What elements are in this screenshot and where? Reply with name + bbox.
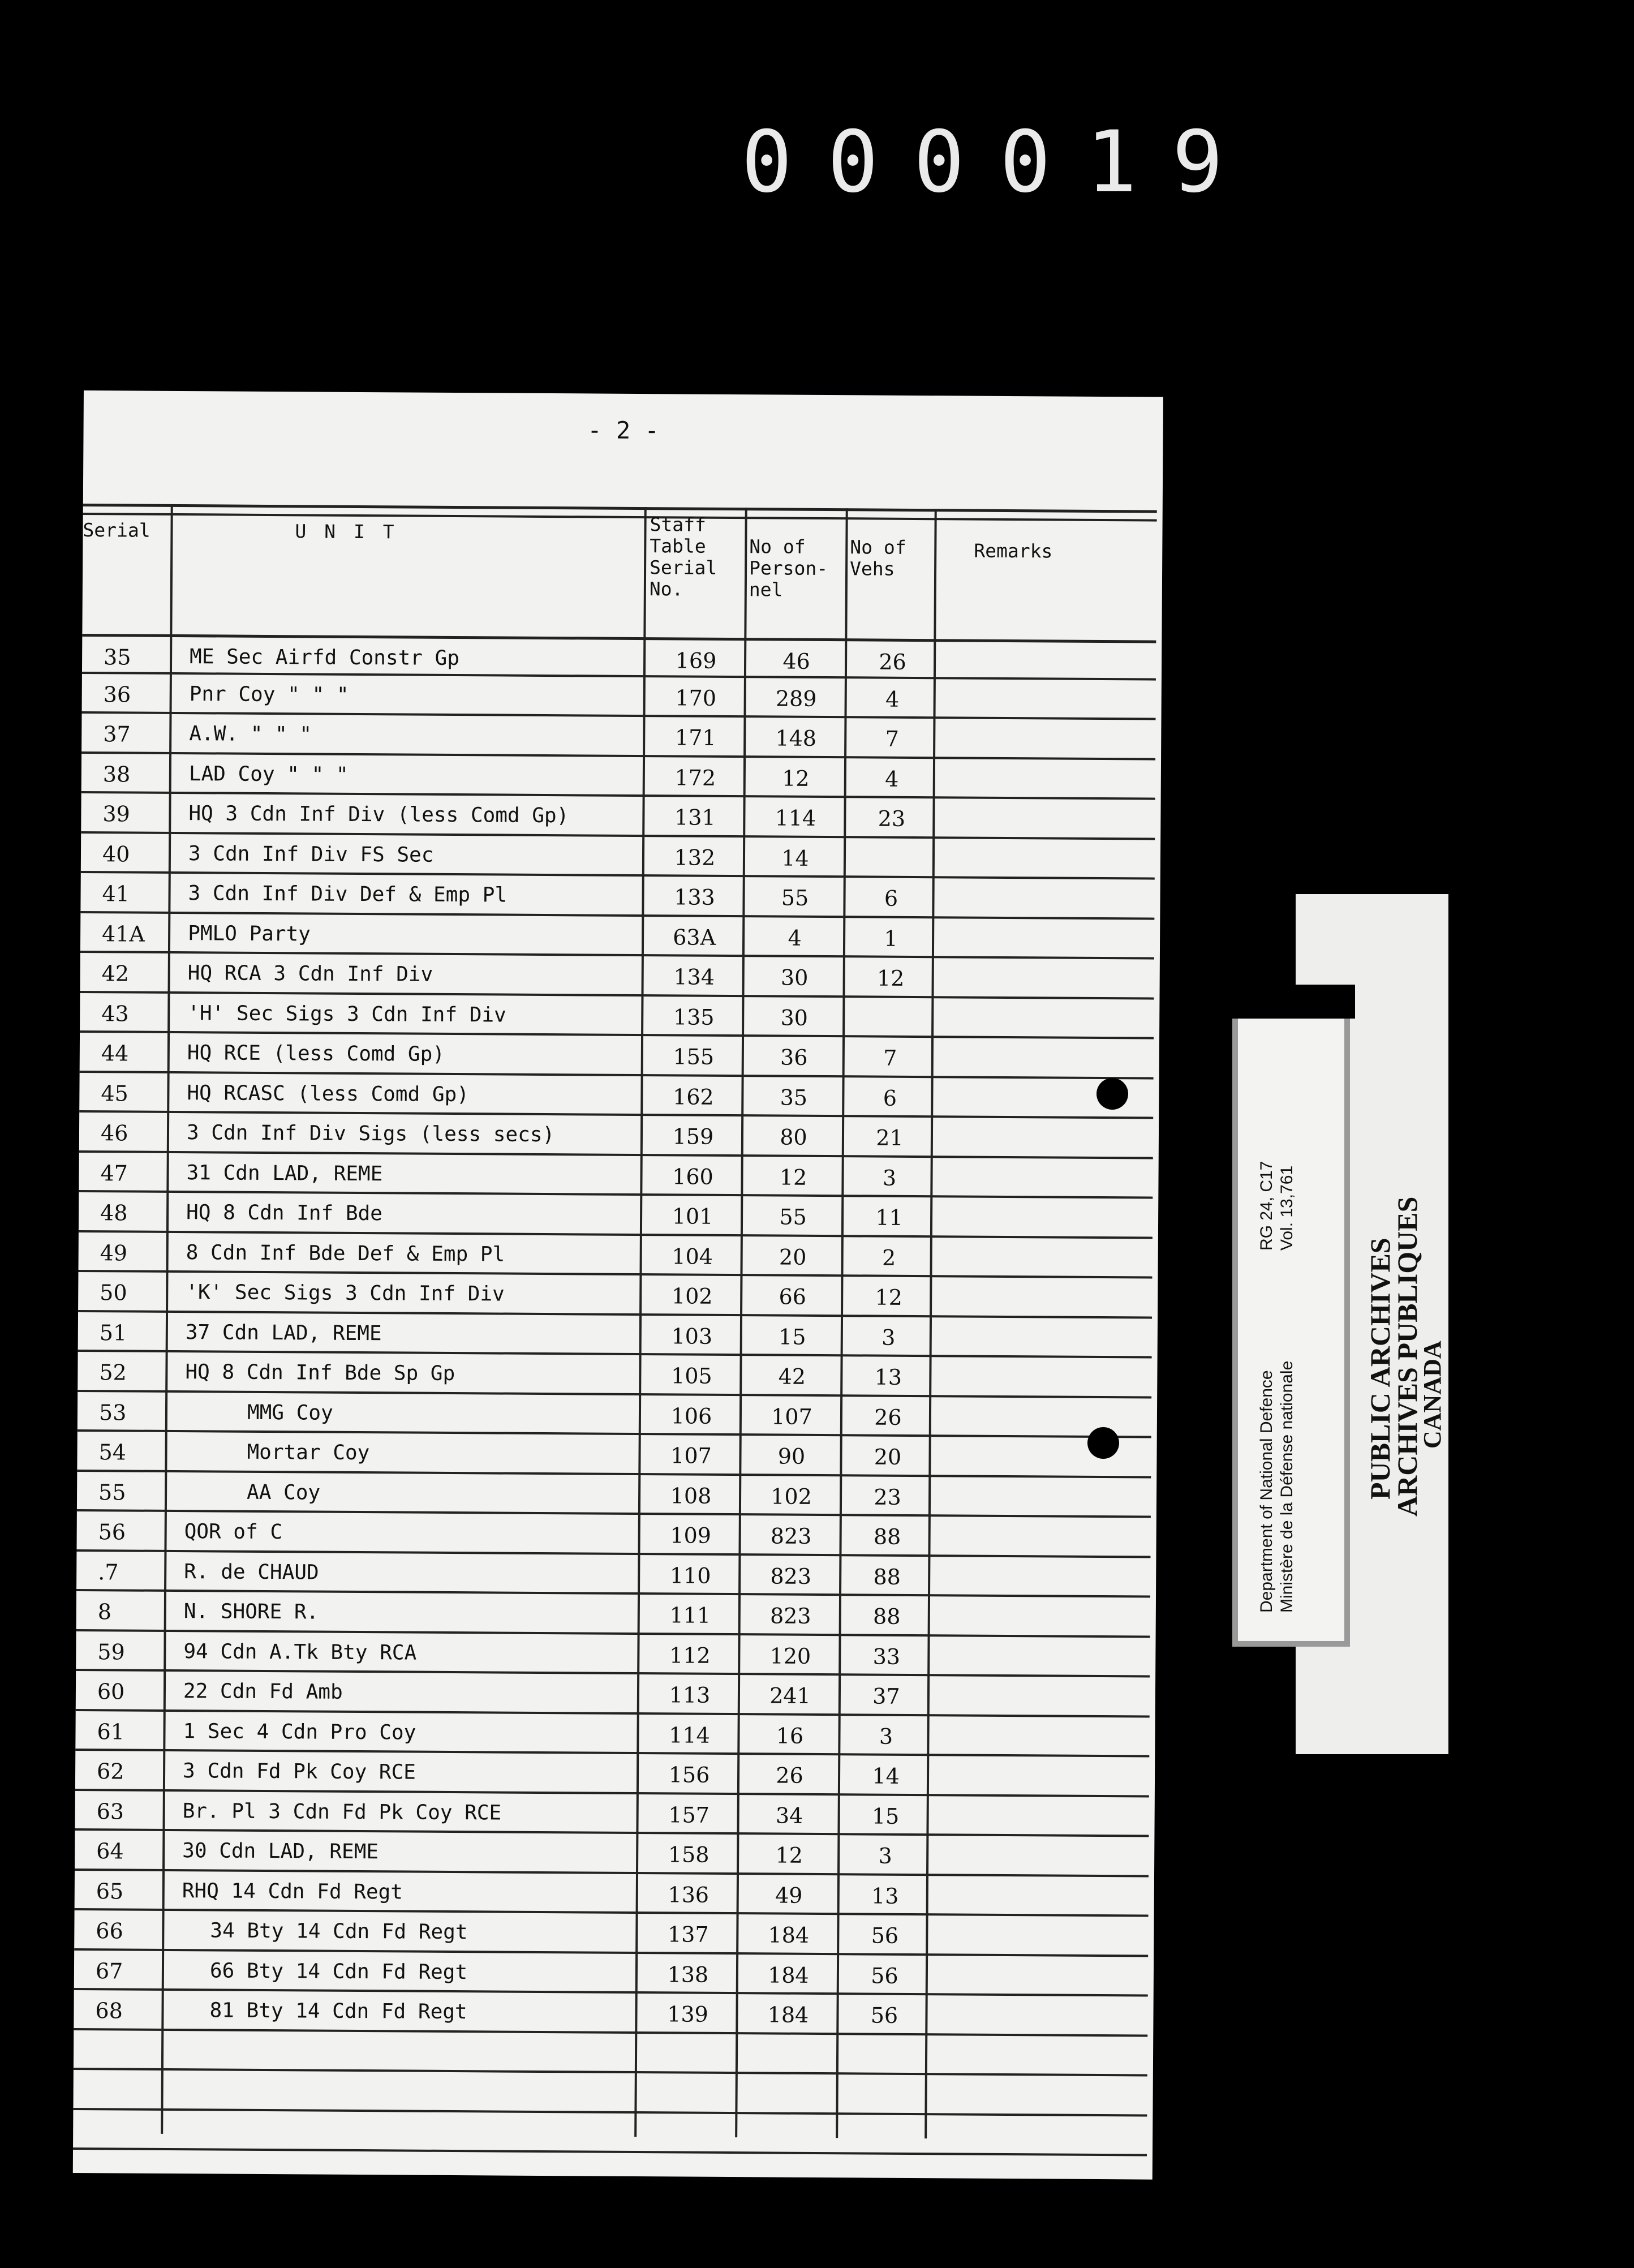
row-personnel: 114 xyxy=(775,805,816,831)
row-serial: 45 xyxy=(101,1080,128,1106)
blank-row xyxy=(74,2030,1147,2076)
header-serial: Serial xyxy=(83,518,150,542)
row-vehicles: 6 xyxy=(883,1085,897,1111)
row-staff-table-serial: 114 xyxy=(669,1722,710,1748)
row-unit: A.W. " " " xyxy=(189,722,312,746)
row-serial: .7 xyxy=(98,1559,119,1584)
row-staff-table-serial: 101 xyxy=(672,1204,713,1229)
row-serial: 59 xyxy=(97,1639,125,1664)
row-unit: 81 Bty 14 Cdn Fd Regt xyxy=(209,1999,467,2024)
table-row xyxy=(76,1591,1150,1638)
row-personnel: 289 xyxy=(775,685,817,711)
row-staff-table-serial: 132 xyxy=(674,844,716,870)
row-staff-table-serial: 133 xyxy=(674,884,715,910)
row-unit: 22 Cdn Fd Amb xyxy=(183,1679,343,1704)
row-personnel: 90 xyxy=(777,1444,806,1469)
row-personnel: 80 xyxy=(780,1124,807,1150)
row-unit: HQ 3 Cdn Inf Div (less Comd Gp) xyxy=(188,802,569,828)
row-serial: 35 xyxy=(103,645,131,670)
document-sheet xyxy=(73,390,1163,2180)
table-row xyxy=(78,1232,1152,1278)
row-unit: RHQ 14 Cdn Fd Regt xyxy=(182,1879,403,1904)
row-unit: MMG Coy xyxy=(247,1401,333,1425)
row-vehicles: 3 xyxy=(882,1325,896,1350)
row-personnel: 241 xyxy=(769,1683,811,1708)
row-vehicles: 56 xyxy=(871,1963,898,1988)
row-vehicles: 3 xyxy=(878,1843,892,1868)
row-staff-table-serial: 103 xyxy=(671,1323,713,1349)
table-row xyxy=(75,1870,1149,1917)
page-number: - 2 - xyxy=(587,416,659,445)
row-staff-table-serial: 111 xyxy=(669,1603,711,1628)
row-unit: 3 Cdn Inf Div Def & Emp Pl xyxy=(188,882,508,907)
label-public-archives: PUBLIC ARCHIVES xyxy=(1364,1238,1396,1500)
row-unit: 'K' Sec Sigs 3 Cdn Inf Div xyxy=(186,1281,505,1306)
row-serial: 41 xyxy=(102,881,130,907)
row-vehicles: 12 xyxy=(875,1285,903,1310)
table-row xyxy=(79,1112,1153,1159)
table-row xyxy=(74,1910,1148,1957)
table-body xyxy=(73,634,1156,2157)
label-canada: CANADA xyxy=(1418,1341,1446,1449)
row-vehicles: 88 xyxy=(873,1524,901,1549)
table-row xyxy=(78,1312,1152,1358)
row-personnel: 12 xyxy=(782,766,810,791)
row-unit: HQ RCASC (less Comd Gp) xyxy=(187,1081,470,1106)
row-staff-table-serial: 172 xyxy=(674,764,716,791)
row-personnel: 42 xyxy=(778,1364,806,1389)
table-row xyxy=(75,1711,1149,1757)
row-vehicles: 15 xyxy=(871,1803,900,1829)
row-staff-table-serial: 137 xyxy=(667,1922,709,1947)
row-staff-table-serial: 106 xyxy=(670,1403,712,1429)
table-row xyxy=(80,993,1154,1039)
table-row xyxy=(76,1671,1150,1717)
row-staff-table-serial: 155 xyxy=(673,1044,715,1069)
label-vol: Vol. 13,761 xyxy=(1278,1165,1296,1251)
table-row xyxy=(75,1790,1149,1837)
table-row xyxy=(79,1192,1153,1239)
table-row xyxy=(80,1033,1154,1079)
row-personnel: 120 xyxy=(769,1643,811,1669)
row-serial: 55 xyxy=(98,1479,126,1505)
row-staff-table-serial: 170 xyxy=(675,685,717,711)
row-staff-table-serial: 157 xyxy=(668,1802,710,1828)
row-personnel: 36 xyxy=(780,1045,808,1070)
row-serial: 65 xyxy=(96,1878,124,1904)
row-personnel: 102 xyxy=(771,1483,812,1509)
table-row xyxy=(82,673,1156,720)
row-vehicles xyxy=(850,846,932,847)
row-staff-table-serial: 162 xyxy=(672,1084,714,1110)
row-vehicles: 26 xyxy=(879,649,906,675)
row-staff-table-serial: 131 xyxy=(674,805,716,830)
row-personnel: 12 xyxy=(779,1165,807,1190)
row-vehicles: 3 xyxy=(879,1724,893,1749)
table-row xyxy=(81,833,1155,879)
row-staff-table-serial: 102 xyxy=(671,1283,713,1309)
row-personnel: 66 xyxy=(779,1284,807,1309)
row-vehicles: 20 xyxy=(874,1444,902,1470)
row-staff-table-serial: 139 xyxy=(667,2001,708,2027)
row-unit: Br. Pl 3 Cdn Fd Pk Coy RCE xyxy=(182,1799,502,1825)
row-staff-table-serial: 107 xyxy=(670,1443,712,1468)
header-personnel: No of Person- nel xyxy=(749,535,828,601)
row-vehicles: 88 xyxy=(873,1564,901,1590)
row-serial: 47 xyxy=(100,1160,128,1186)
header-unit: U N I T xyxy=(295,520,398,543)
row-personnel: 20 xyxy=(779,1244,807,1270)
row-unit: Mortar Coy xyxy=(247,1440,370,1465)
row-serial: 62 xyxy=(96,1759,124,1784)
row-serial: 36 xyxy=(103,681,131,707)
row-personnel: 12 xyxy=(775,1842,803,1868)
row-vehicles: 23 xyxy=(878,806,906,831)
row-staff-table-serial: 112 xyxy=(669,1642,711,1668)
row-personnel: 34 xyxy=(775,1803,803,1828)
row-unit: HQ RCE (less Comd Gp) xyxy=(187,1041,445,1066)
row-staff-table-serial: 136 xyxy=(668,1882,710,1908)
row-personnel: 184 xyxy=(768,1922,810,1948)
table-row xyxy=(80,913,1154,959)
table-row xyxy=(74,1990,1147,2037)
row-personnel: 184 xyxy=(768,1962,809,1988)
row-staff-table-serial: 156 xyxy=(668,1762,710,1788)
row-staff-table-serial: 134 xyxy=(673,964,715,990)
row-staff-table-serial: 135 xyxy=(673,1004,715,1030)
row-unit: AA Coy xyxy=(246,1480,321,1505)
label-dept-fr: Ministère de la Défense nationale xyxy=(1278,1360,1296,1613)
row-personnel: 46 xyxy=(782,648,810,674)
table-row xyxy=(82,634,1156,680)
table-row xyxy=(80,873,1154,920)
row-serial: 64 xyxy=(96,1839,124,1864)
row-unit: 34 Bty 14 Cdn Fd Regt xyxy=(210,1919,468,1944)
row-personnel: 49 xyxy=(775,1883,803,1908)
row-staff-table-serial: 108 xyxy=(670,1483,712,1509)
row-serial: 41A xyxy=(102,921,145,947)
table-row xyxy=(77,1432,1151,1478)
row-serial: 37 xyxy=(103,721,131,747)
row-serial: 42 xyxy=(101,961,130,986)
row-serial: 49 xyxy=(100,1240,128,1265)
row-staff-table-serial: 160 xyxy=(672,1163,713,1189)
table-row xyxy=(76,1511,1150,1558)
row-staff-table-serial: 138 xyxy=(667,1961,709,1987)
row-vehicles: 12 xyxy=(876,965,905,991)
row-personnel: 823 xyxy=(770,1523,812,1549)
row-staff-table-serial: 169 xyxy=(675,648,717,673)
row-serial: 63 xyxy=(96,1798,124,1824)
row-unit: HQ 8 Cdn Inf Bde Sp Gp xyxy=(185,1360,455,1386)
table-row xyxy=(79,1152,1153,1199)
table-row xyxy=(78,1391,1151,1438)
row-vehicles: 56 xyxy=(870,2003,898,2028)
punch-hole xyxy=(1087,1427,1119,1459)
row-vehicles: 6 xyxy=(884,886,898,911)
row-unit: 3 Cdn Fd Pk Coy RCE xyxy=(182,1759,416,1784)
table-row xyxy=(75,1831,1149,1877)
row-vehicles: 21 xyxy=(876,1125,904,1150)
row-personnel: 35 xyxy=(780,1085,808,1110)
row-staff-table-serial: 104 xyxy=(672,1243,713,1269)
row-personnel: 823 xyxy=(769,1603,811,1629)
row-staff-table-serial: 158 xyxy=(668,1842,710,1867)
row-staff-table-serial: 109 xyxy=(670,1523,712,1548)
row-unit: ME Sec Airfd Constr Gp xyxy=(190,645,460,671)
row-unit: 31 Cdn LAD, REME xyxy=(186,1161,383,1185)
row-vehicles: 3 xyxy=(882,1165,897,1191)
table-row xyxy=(81,753,1155,800)
row-serial: 39 xyxy=(102,801,130,827)
header-staff-table: Staff Table Serial No. xyxy=(649,513,717,600)
row-serial: 50 xyxy=(100,1280,127,1305)
row-serial: 66 xyxy=(96,1918,123,1944)
row-vehicles: 14 xyxy=(872,1763,900,1789)
row-personnel: 55 xyxy=(779,1204,807,1230)
row-vehicles: 26 xyxy=(874,1404,902,1430)
row-serial: 40 xyxy=(102,841,130,867)
row-personnel: 107 xyxy=(771,1403,812,1429)
row-serial: 46 xyxy=(100,1120,128,1146)
row-staff-table-serial: 113 xyxy=(669,1682,711,1708)
row-staff-table-serial: 110 xyxy=(669,1562,711,1588)
table-row xyxy=(78,1352,1151,1398)
row-unit: 94 Cdn A.Tk Bty RCA xyxy=(183,1639,417,1665)
row-vehicles: 2 xyxy=(882,1245,896,1270)
row-unit: PMLO Party xyxy=(188,921,311,946)
header-vehicles: No of Vehs xyxy=(849,536,906,580)
row-serial: 38 xyxy=(102,761,131,787)
row-personnel: 823 xyxy=(770,1563,812,1589)
row-vehicles: 7 xyxy=(883,1045,897,1071)
blank-row xyxy=(73,2070,1147,2116)
row-unit: 3 Cdn Inf Div FS Sec xyxy=(188,841,434,867)
row-serial: 56 xyxy=(98,1519,126,1545)
row-unit: 8 Cdn Inf Bde Def & Emp Pl xyxy=(186,1240,505,1266)
row-unit: 3 Cdn Inf Div Sigs (less secs) xyxy=(186,1121,555,1147)
table-row xyxy=(74,1950,1148,1996)
row-unit: 37 Cdn LAD, REME xyxy=(185,1320,382,1345)
row-unit: LAD Coy " " " xyxy=(188,762,349,787)
row-personnel: 15 xyxy=(778,1324,806,1350)
row-vehicles: 88 xyxy=(872,1604,901,1629)
row-vehicles: 4 xyxy=(885,686,900,712)
row-staff-table-serial: 171 xyxy=(674,725,716,750)
row-serial: 60 xyxy=(97,1679,125,1704)
row-serial: 68 xyxy=(95,1998,123,2024)
row-vehicles: 33 xyxy=(872,1644,901,1669)
row-personnel: 26 xyxy=(776,1763,803,1788)
row-vehicles: 4 xyxy=(885,766,899,792)
table-row xyxy=(80,953,1154,999)
row-vehicles: 56 xyxy=(871,1923,899,1948)
row-vehicles: 23 xyxy=(874,1484,901,1510)
row-serial: 43 xyxy=(101,1000,129,1026)
row-serial: 51 xyxy=(99,1320,127,1345)
table-row xyxy=(75,1751,1149,1797)
row-unit: Pnr Coy " " " xyxy=(189,682,349,707)
table-row xyxy=(77,1471,1151,1518)
row-serial: 48 xyxy=(100,1200,128,1226)
frame-number: 000019 xyxy=(741,113,1258,212)
row-unit: N. SHORE R. xyxy=(183,1600,319,1624)
row-personnel: 148 xyxy=(775,725,817,751)
label-dept-en: Department of National Defence xyxy=(1257,1370,1276,1613)
row-personnel: 4 xyxy=(788,925,802,951)
table-row xyxy=(81,793,1155,840)
table-row xyxy=(76,1551,1150,1597)
blank-row xyxy=(73,2110,1147,2156)
row-serial: 53 xyxy=(98,1399,127,1425)
row-unit: 1 Sec 4 Cdn Pro Coy xyxy=(183,1719,416,1745)
table-row xyxy=(76,1631,1150,1677)
table-row xyxy=(78,1272,1152,1318)
label-archives-publiques: ARCHIVES PUBLIQUES xyxy=(1391,1196,1423,1517)
row-staff-table-serial: 63A xyxy=(673,924,716,950)
archive-label-tab xyxy=(1219,985,1355,1019)
row-serial: 52 xyxy=(99,1360,127,1385)
row-staff-table-serial: 105 xyxy=(670,1363,712,1389)
table-row xyxy=(79,1072,1153,1119)
row-vehicles: 13 xyxy=(871,1883,899,1909)
row-unit: QOR of C xyxy=(184,1520,283,1544)
row-personnel: 55 xyxy=(781,885,809,910)
row-serial: 67 xyxy=(95,1958,123,1983)
header-rule xyxy=(83,513,1157,522)
row-serial: 8 xyxy=(97,1599,112,1625)
header-remarks: Remarks xyxy=(974,539,1053,562)
header-rule xyxy=(83,504,1157,513)
row-vehicles: 1 xyxy=(884,926,898,951)
row-vehicles: 37 xyxy=(872,1683,900,1709)
row-unit: 66 Bty 14 Cdn Fd Regt xyxy=(209,1958,468,1984)
row-unit: HQ 8 Cdn Inf Bde xyxy=(186,1201,383,1226)
label-rg: RG 24, C17 xyxy=(1257,1161,1276,1251)
table-row xyxy=(81,714,1155,760)
punch-hole xyxy=(1096,1078,1128,1110)
row-personnel: 30 xyxy=(780,965,809,990)
row-unit: 'H' Sec Sigs 3 Cdn Inf Div xyxy=(187,1001,506,1027)
row-vehicles: 7 xyxy=(885,726,899,751)
row-serial: 61 xyxy=(97,1719,125,1744)
row-unit: R. de CHAUD xyxy=(184,1560,319,1584)
row-serial: 54 xyxy=(98,1440,127,1465)
row-unit: HQ RCA 3 Cdn Inf Div xyxy=(187,961,433,986)
row-vehicles: 13 xyxy=(874,1364,902,1390)
row-personnel: 14 xyxy=(781,845,809,871)
row-staff-table-serial: 159 xyxy=(672,1124,714,1149)
row-personnel: 184 xyxy=(767,2002,809,2028)
row-unit: 30 Cdn LAD, REME xyxy=(182,1839,379,1864)
row-serial: 44 xyxy=(101,1041,129,1066)
row-personnel: 30 xyxy=(780,1005,809,1030)
row-vehicles: 11 xyxy=(875,1205,903,1230)
row-personnel: 16 xyxy=(776,1723,804,1749)
